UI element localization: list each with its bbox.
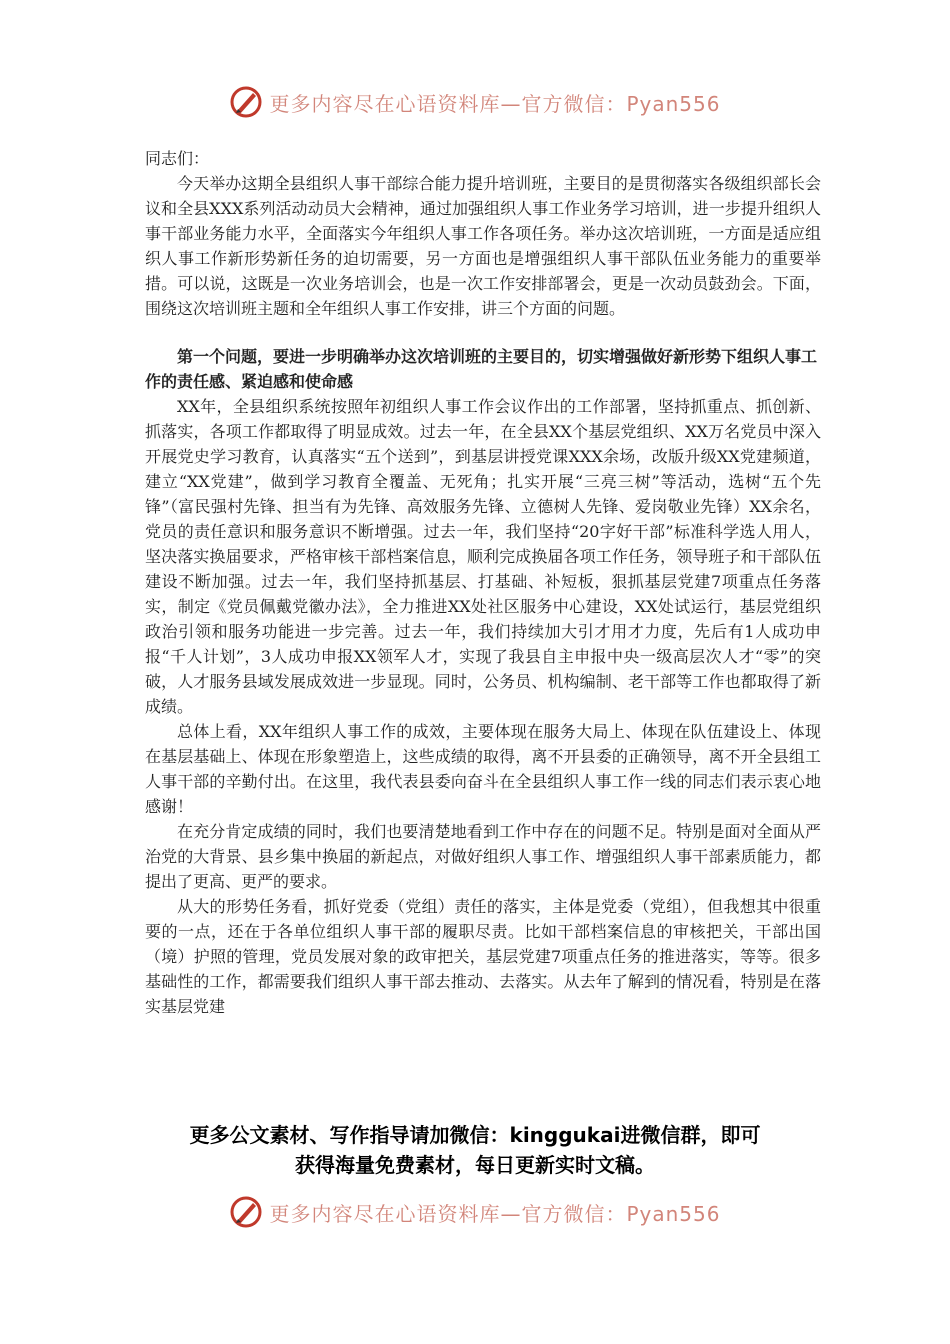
footer-banner [0,1192,950,1232]
paragraph-summary: 总体上看，XX年组织人事工作的成效，主要体现在服务大局上、体现在队伍建设上、体现在基层基础上、体现在形象塑造上，这些成绩的取得，离不开县委的正确领导，离不开全县组工人事干部的辛勤付出。在这里，我代表县委向奋斗在全县组织人事工作一线的同志们表示衷心地感谢！ [145,722,821,816]
pen-logo-icon [229,85,263,119]
promo-line-1: 更多公文素材、写作指导请加微信：kinggukai进微信群，即可 [189,1123,761,1147]
document-body [145,146,821,1019]
pen-logo-icon [229,1195,263,1229]
salutation: 同志们： [145,149,210,168]
footer-banner-text: 更多内容尽在心语资料库—官方微信：Pyan556 [269,1201,721,1226]
intro-paragraph: 今天举办这期全县组织人事干部综合能力提升培训班，主要目的是贯彻落实各级组织部长会议和全县XXX系列活动动员大会精神，通过加强组织人事工作业务学习培训，进一步提升组织人事干部业务能力水平，全面落实今年组织人事工作各项任务。举办这次培训班，一方面是适应组织人事工作新形势新任务的迫切需要，另一方面也是增强组织人事干部队伍业务能力的重要举措。可以说，这既是一次业务培训会，也是一次工作安排部署会，更是一次动员鼓劲会。下面，围绕这次培训班主题和全年组织人事工作安排，讲三个方面的问题。 [145,174,821,318]
paragraph-achievements: XX年，全县组织系统按照年初组织人事工作会议作出的工作部署，坚持抓重点、抓创新、抓落实，各项工作都取得了明显成效。过去一年，在全县XX个基层党组织、XX万名党员中深入开展党史学习教育，认真落实“五个送到”，到基层讲授党课XXX余场，改版升级XX党建频道，建立“XX党建”，做到学习教育全覆盖、无死角；扎实开展“三亮三树”等活动，选树“五个先锋”（富民强村先锋、担当有为先锋、高效服务先锋、立德树人先锋、爱岗敬业先锋）XX余名，党员的责任意识和服务意识不断增强。过去一年，我们坚持“20字好干部”标准科学选人用人，坚决落实换届要求，严格审核干部档案信息，顺利完成换届各项工作任务，领导班子和干部队伍建设不断加强。过去一年，我们坚持抓基层、打基础、补短板，狠抓基层党建7项重点任务落实，制定《党员佩戴党徽办法》，全力推进XX处社区服务中心建设，XX处试运行，基层党组织政治引领和服务功能进一步完善。过去一年，我们持续加大引才用才力度，先后有1人成功申报“千人计划”，3人成功申报XX领军人才，实现了我县自主申报中央一级高层次人才“零”的突破，人才服务县域发展成效进一步显现。同时，公务员、机构编制、老干部等工作也都取得了新成绩。 [145,397,821,716]
paragraph-situation: 从大的形势任务看，抓好党委（党组）责任的落实，主体是党委（党组），但我想其中很重要的一点，还在于各单位组织人事干部的履职尽责。比如干部档案信息的审核把关，干部出国（境）护照的管理，党员发展对象的政审把关，基层党建7项重点任务的推进落实，等等。很多基础性的工作，都需要我们组织人事干部去推动、去落实。从去年了解到的情况看，特别是在落实基层党建 [145,897,821,1016]
paragraph-problems: 在充分肯定成绩的同时，我们也要清楚地看到工作中存在的问题不足。特别是面对全面从严治党的大背景、县乡集中换届的新起点，对做好组织人事工作、增强组织人事干部素质能力，都提出了更高、更严的要求。 [145,822,821,891]
promo-block [120,1120,830,1180]
section-1-heading: 第一个问题，要进一步明确举办这次培训班的主要目的，切实增强做好新形势下组织人事工作的责任感、紧迫感和使命感 [145,347,818,391]
promo-line-2: 获得海量免费素材，每日更新实时文稿。 [295,1153,655,1177]
header-banner [0,82,950,122]
header-banner-text: 更多内容尽在心语资料库—官方微信：Pyan556 [269,91,721,116]
